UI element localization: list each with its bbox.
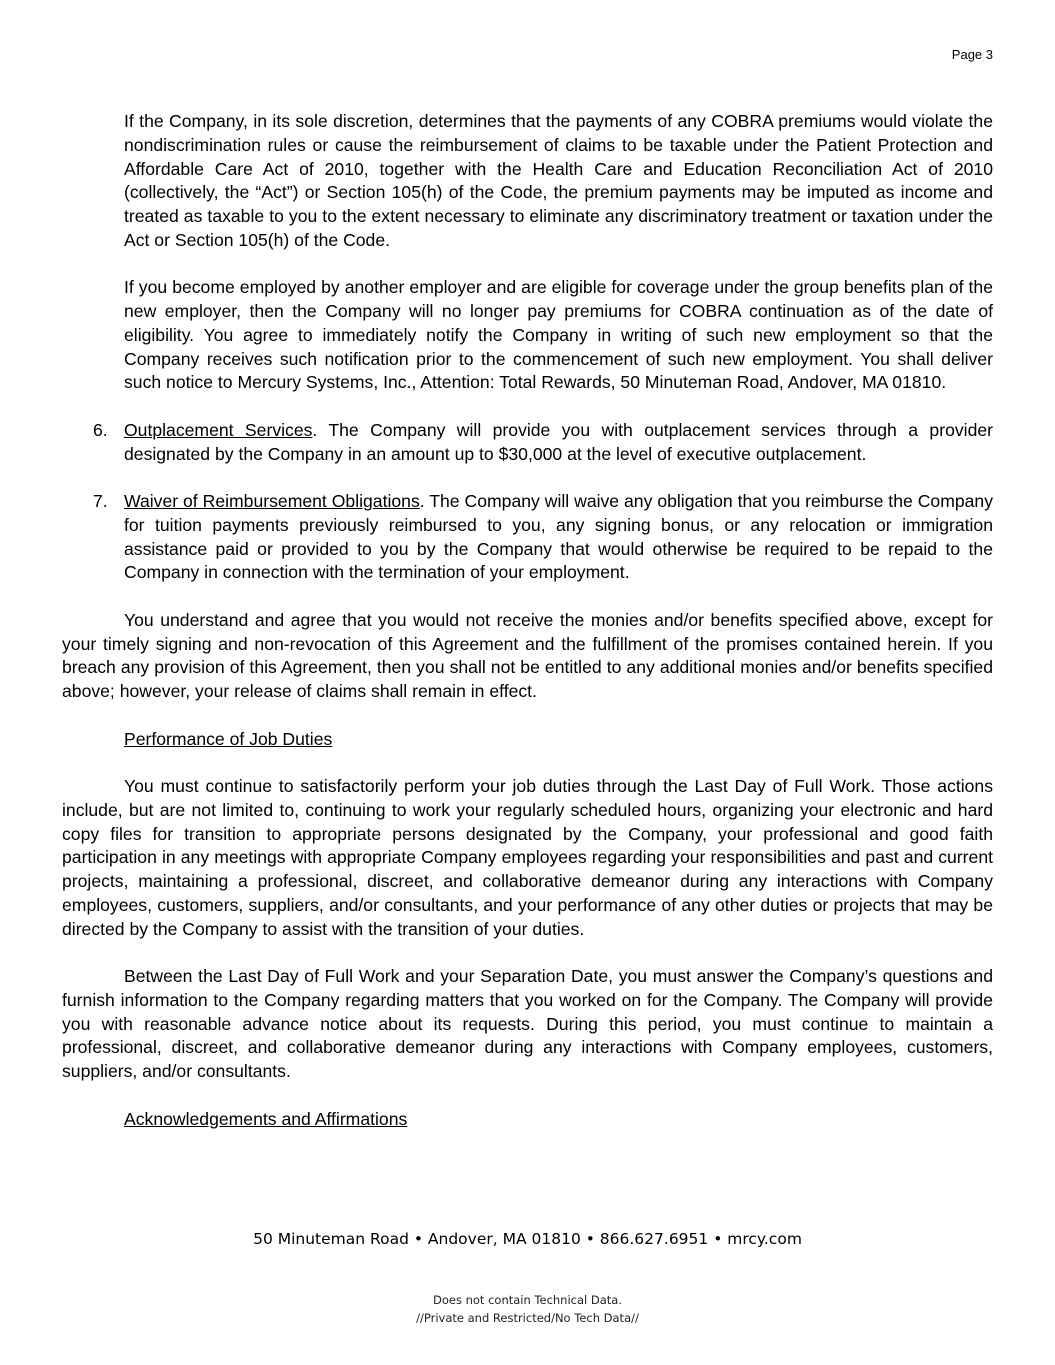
notice-line-1: Does not contain Technical Data.	[432, 1293, 623, 1307]
data-notice	[0, 1291, 1055, 1327]
page-number: Page 3	[951, 47, 993, 62]
document-body	[62, 110, 993, 1155]
list-item-title: Outplacement Services	[124, 419, 313, 440]
notice-line-2: //Private and Restricted/No Tech Data//	[416, 1311, 639, 1325]
between-paragraph: Between the Last Day of Full Work and your Separation Date, you must answer the Company’s questions and furnish information to the Company regarding matters that you worked on for the Company. The Company will provide you with reasonable advance notice about its requests. During this period, you must continue to maintain a professional, discreet, and collaborative demeanor during any interactions with Company employees, customers, suppliers, and/or consultants.	[62, 966, 993, 1081]
job-duties-paragraph: You must continue to satisfactorily perform your job duties through the Last Day of Full Work. Those actions include, but are not limited to, continuing to work your regularly scheduled hours, organizing your electronic and hard copy files for transition to appropriate persons designated by the Company, your professional and good faith participation in any meetings with appropriate Company employees regarding your responsibilities and past and current projects, maintaining a professional, discreet, and collaborative demeanor during any interactions with Company employees, customers, suppliers, and/or consultants, and your performance of any other duties or projects that may be directed by the Company to assist with the transition of your duties.	[62, 776, 993, 939]
acknowledgements-heading: Acknowledgements and Affirmations	[124, 1108, 408, 1129]
list-item-text: . The Company will waive any obligation that you reimburse the Company for tuition payments previously reimbursed to you, any signing bonus, or any relocation or immigration assistance paid or provided to you by the Company that would otherwise be required to be repaid to the Company in connection with the termination of your employment.	[124, 491, 993, 583]
new-employer-paragraph: If you become employed by another employer and are eligible for coverage under the group benefits plan of the new employer, then the Company will no longer pay premiums for COBRA continuation as of the date of eligibility. You agree to immediately notify the Company in writing of such new employment so that the Company receives such notification prior to the commencement of such new employment. You shall deliver such notice to Mercury Systems, Inc., Attention: Total Rewards, 50 Minuteman Road, Andover, MA 01810.	[124, 277, 993, 393]
performance-heading: Performance of Job Duties	[124, 728, 333, 749]
list-item-text: . The Company will provide you with outplacement services through a provider designated by the Company in an amount up to $30,000 at the level of executive outplacement.	[124, 419, 993, 464]
footer-address: 50 Minuteman Road • Andover, MA 01810 • 866.627.6951 • mrcy.com	[253, 1230, 802, 1248]
list-item-outplacement	[62, 419, 993, 467]
list-item-number: 7.	[93, 491, 108, 511]
list-item-title: Waiver of Reimbursement Obligations	[124, 491, 420, 511]
understand-paragraph: You understand and agree that you would not receive the monies and/or benefits specified above, except for your timely signing and non-revocation of this Agreement and the fulfillment of the promises contained herein. If you breach any provision of this Agreement, then you shall not be entitled to any additional monies and/or benefits specified above; however, your release of claims shall remain in effect.	[62, 609, 993, 701]
list-item-number: 6.	[93, 419, 108, 440]
cobra-discrimination-paragraph: If the Company, in its sole discretion, determines that the payments of any COBRA premiums would violate the nondiscrimination rules or cause the reimbursement of claims to be taxable under the Patient Protection and Affordable Care Act of 2010, together with the Health Care and Education Reconciliation Act of 2010 (collectively, the “Act”) or Section 105(h) of the Code, the premium payments may be imputed as income and treated as taxable to you to the extent necessary to eliminate any discriminatory treatment or taxation under the Act or Section 105(h) of the Code.	[124, 111, 993, 250]
list-item-waiver	[62, 490, 993, 585]
